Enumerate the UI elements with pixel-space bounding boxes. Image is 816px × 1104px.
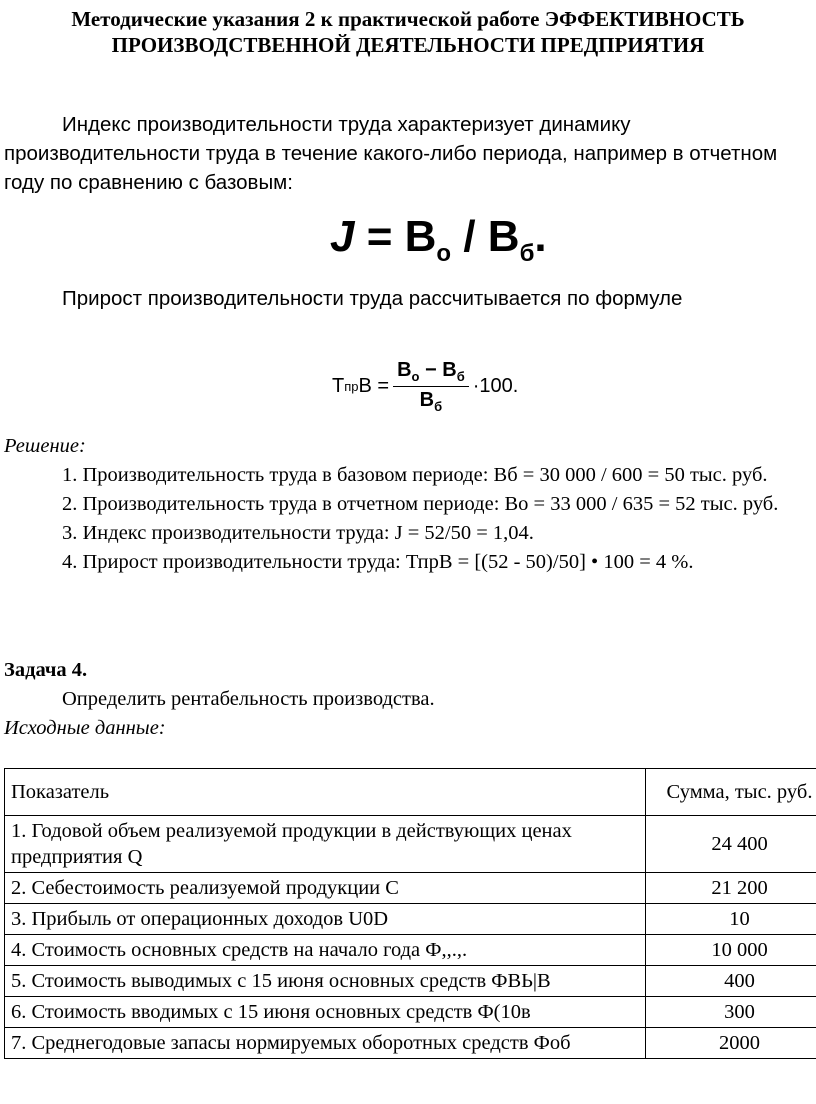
- index-formula: [330, 212, 547, 279]
- growth-num-minus: − В: [419, 358, 457, 381]
- growth-lhs-t: Т: [332, 374, 345, 397]
- row-value: 10: [646, 904, 816, 935]
- solution-step-2: 2. Производительность труда в отчетном периоде: Во = 33 000 / 635 = 52 тыс. руб.: [62, 493, 779, 515]
- header-sum: Сумма, тыс. руб.: [646, 769, 816, 816]
- task-data-label: Исходные данные:: [4, 717, 166, 739]
- growth-den-sub: б: [434, 398, 443, 414]
- formula-index-end: .: [534, 212, 547, 261]
- row-value: 400: [646, 966, 816, 997]
- header-indicator: Показатель: [5, 769, 646, 816]
- growth-num-sub1: о: [411, 368, 420, 384]
- table-row: [5, 904, 816, 935]
- table-row: [5, 873, 816, 904]
- source-data-table: [4, 768, 816, 1059]
- formula-index-lhs: J: [330, 212, 355, 261]
- row-label: 6. Стоимость вводимых с 15 июня основных средств Ф(10в: [5, 997, 646, 1028]
- table-row: [5, 966, 816, 997]
- row-value: 24 400: [646, 816, 816, 873]
- table-row: [5, 816, 816, 873]
- row-value: 21 200: [646, 873, 816, 904]
- formula-index-num: В: [404, 212, 437, 261]
- growth-paragraph: Прирост производительности труда рассчитывается по формуле: [62, 287, 683, 310]
- formula-index-den: В: [487, 212, 520, 261]
- growth-numerator: [393, 359, 469, 387]
- growth-lhs-b: В =: [358, 374, 390, 397]
- row-value: 300: [646, 997, 816, 1028]
- solution-step-1: 1. Производительность труда в базовом периоде: Вб = 30 000 / 600 = 50 тыс. руб.: [62, 464, 768, 486]
- solution-step-3: 3. Индекс производительности труда: J = 52/50 = 1,04.: [62, 522, 534, 544]
- row-value: 10 000: [646, 935, 816, 966]
- title-line-2: ПРОИЗВОДСТВЕННОЙ ДЕЯТЕЛЬНОСТИ ПРЕДПРИЯТИЯ: [111, 33, 705, 57]
- task-title: Задача 4.: [4, 659, 88, 681]
- growth-den-var: В: [419, 388, 435, 411]
- row-label: 5. Стоимость выводимых с 15 июня основных средств ФВЬ|В: [5, 966, 646, 997]
- document-title: [0, 6, 816, 58]
- formula-index-den-sub: б: [519, 240, 535, 267]
- growth-multiplier: ·100.: [472, 374, 519, 397]
- task-text: Определить рентабельность производства.: [62, 688, 435, 710]
- growth-formula: [332, 356, 518, 416]
- growth-lhs-sub: пр: [344, 378, 359, 394]
- table-row: [5, 997, 816, 1028]
- solution-block: [4, 432, 814, 577]
- row-label: 2. Себестоимость реализуемой продукции С: [5, 873, 646, 904]
- row-label: 7. Среднегодовые запасы нормируемых оборотных средств Фоб: [5, 1028, 646, 1059]
- table-row: [5, 935, 816, 966]
- growth-denominator: [420, 387, 442, 414]
- formula-index-eq: =: [354, 212, 405, 261]
- growth-num-var: В: [397, 358, 412, 381]
- title-line-1: Методические указания 2 к практической работе ЭФФЕКТИВНОСТЬ: [71, 7, 745, 31]
- growth-fraction: [393, 359, 469, 414]
- table-row: [5, 1028, 816, 1059]
- formula-index-num-sub: о: [436, 240, 452, 267]
- row-label: 1. Годовой объем реализуемой продукции в действующих ценах предприятия Q: [5, 816, 646, 873]
- solution-label: Решение:: [4, 435, 86, 457]
- row-value: 2000: [646, 1028, 816, 1059]
- formula-index-slash: /: [451, 212, 488, 261]
- table-header-row: [5, 769, 816, 816]
- row-label: 3. Прибыль от операционных доходов U0D: [5, 904, 646, 935]
- row-label: 4. Стоимость основных средств на начало года Ф,,.,.: [5, 935, 646, 966]
- growth-num-sub2: б: [456, 368, 465, 384]
- intro-paragraph: Индекс производительности труда характеризует динамику производительности труда в течение какого-либо периода, например в отчетном году по сравнению с базовым:: [4, 113, 778, 194]
- solution-step-4: 4. Прирост производительности труда: ТпрВ = [(52 - 50)/50] • 100 = 4 %.: [62, 551, 694, 573]
- task-block: [4, 656, 814, 743]
